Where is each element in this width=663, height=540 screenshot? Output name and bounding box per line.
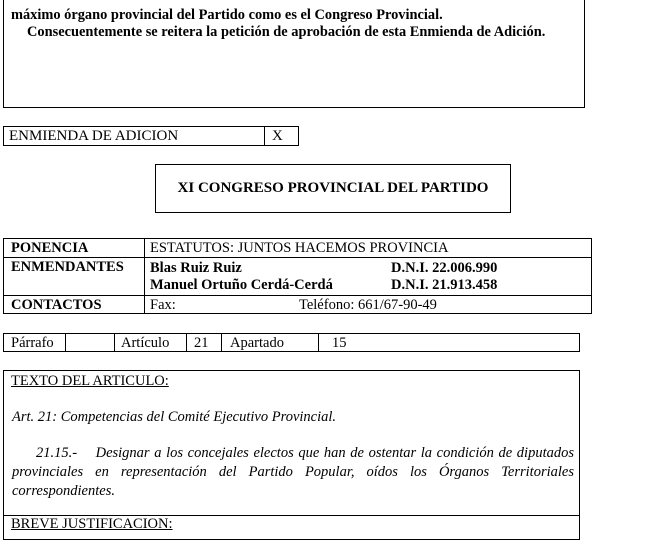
ref-divider [221,334,222,351]
ponencia-value: ESTATUTOS: JUNTOS HACEMOS PROVINCIA [150,240,449,256]
contactos-label: CONTACTOS [11,297,102,313]
enmendante-dni: D.N.I. 22.006.990 [391,260,498,276]
brief-justification-header: BREVE JUSTIFICACION: [11,516,173,532]
article-title: Art. 21: Competencias del Comité Ejecutivo Provincial. [12,409,337,425]
congress-title: XI CONGRESO PROVINCIAL DEL PARTIDO [177,180,489,196]
enmendante-name: Blas Ruiz Ruiz [150,260,242,276]
info-column-divider [144,239,145,313]
article-text-box [3,370,580,540]
articulo-label: Artículo [121,335,170,351]
articulo-value: 21 [194,335,209,351]
apartado-label: Apartado [230,335,284,351]
justification-line-1: máximo órgano provincial del Partido como es el Congreso Provincial. [11,7,443,23]
parrafo-label: Párrafo [11,335,54,351]
ponencia-label: PONENCIA [11,240,89,256]
telefono-value: Teléfono: 661/67-90-49 [299,297,437,313]
enmendantes-label: ENMENDANTES [11,259,124,275]
apartado-value: 15 [332,335,347,351]
ref-divider [186,334,187,351]
info-table [3,238,592,314]
ref-divider [318,334,319,351]
info-row-divider [4,295,591,296]
amendment-type-label: ENMIENDA DE ADICION [9,128,179,144]
article-reference-row [3,333,580,352]
amendment-type-divider [264,127,265,145]
fax-label: Fax: [150,297,176,313]
enmendante-dni: D.N.I. 21.913.458 [391,277,498,293]
ref-divider [114,334,115,351]
enmendante-name: Manuel Ortuño Cerdá-Cerdá [150,277,333,293]
amendment-type-box [3,126,299,146]
justification-line-2: Consecuentemente se reitera la petición de aprobación de esta Enmienda de Adición. [27,24,546,40]
justification-text-box [3,0,585,108]
ref-divider [65,334,66,351]
article-paragraph: 21.15.- Designar a los concejales electos que han de ostentar la condición de diputados provinciales en representación del Partido Popular, oídos los Órganos Territoriales correspondientes. [12,445,578,499]
info-row-divider [4,257,591,258]
amendment-type-checkmark: X [272,128,283,144]
article-text-header: TEXTO DEL ARTICULO: [11,373,169,389]
congress-title-box [155,164,511,213]
